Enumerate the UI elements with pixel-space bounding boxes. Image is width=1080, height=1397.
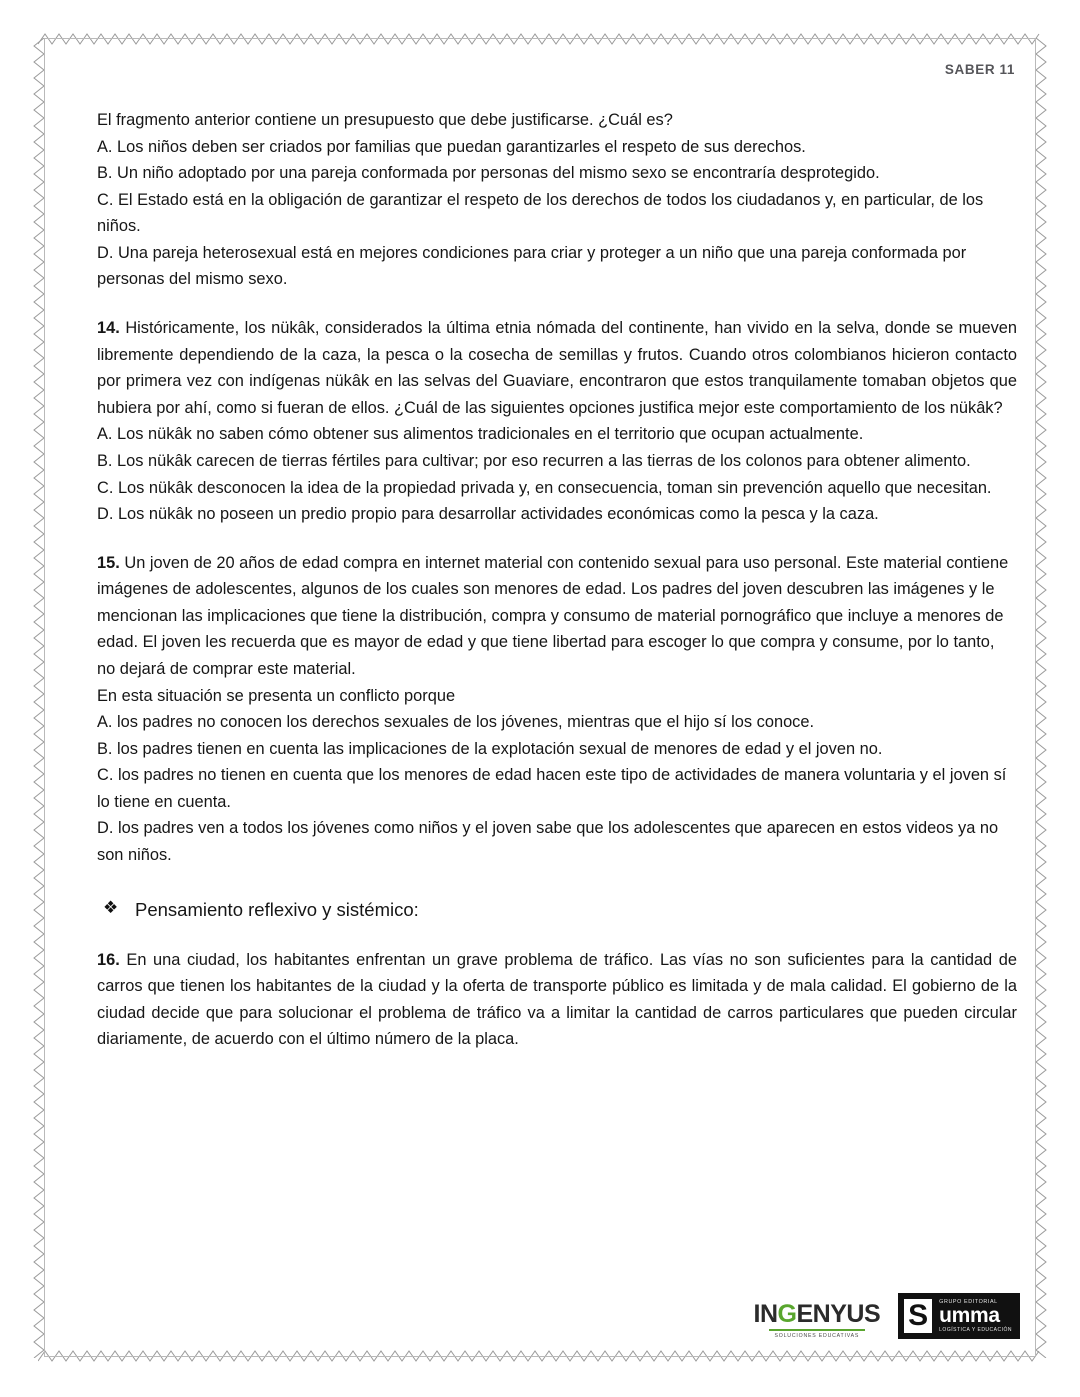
ingenyus-part1: IN <box>753 1299 778 1328</box>
question-13-option-d: D. Una pareja heterosexual está en mejores condiciones para criar y proteger a un niño que una pareja conformada por personas del mismo sexo. <box>97 243 967 289</box>
question-13-prompt: El fragmento anterior contiene un presupuesto que debe justificarse. ¿Cuál es? <box>97 111 673 129</box>
question-13-option-a: A. Los niños deben ser criados por familias que puedan garantizarles el respeto de sus derechos. <box>97 137 806 156</box>
page-header-label: SABER 11 <box>944 62 1015 77</box>
question-16-stem-text: En una ciudad, los habitantes enfrentan un grave problema de tráfico. Las vías no son suficientes para la cantidad de carros que tienen los habitantes de la ciudad y la oferta de transporte público es limitada y de mala calidad. El gobierno de la ciudad decide que para solucionar el problema de tráfico va a limitar la cantidad de carros particulares que pueden circular diariamente, de acuerdo con el último número de la placa. <box>97 950 1017 1049</box>
summa-subtitle: LOGÍSTICA Y EDUCACIÓN <box>939 1327 1012 1333</box>
summa-editorial-label: GRUPO EDITORIAL <box>939 1299 998 1305</box>
question-13-continuation <box>97 107 1017 293</box>
question-15-option-c: C. los padres no tienen en cuenta que los menores de edad hacen este tipo de actividades de manera voluntaria y el joven sí lo tiene en cuenta. <box>97 766 1007 811</box>
question-15-prompt: En esta situación se presenta un conflicto porque <box>97 686 456 705</box>
question-13-option-b: B. Un niño adoptado por una pareja conformada por personas del mismo sexo se encontraría desprotegido. <box>97 164 880 183</box>
question-15-number: 15. <box>97 553 120 572</box>
footer-logos <box>754 1293 1020 1339</box>
ingenyus-tagline: SOLUCIONES EDUCATIVAS <box>774 1332 860 1339</box>
page-content <box>97 62 1017 1075</box>
summa-logo <box>898 1293 1020 1339</box>
question-14-number: 14. <box>97 319 120 338</box>
question-16-stem <box>97 947 1017 1053</box>
ingenyus-wordmark <box>753 1299 881 1328</box>
section-heading <box>97 899 1017 921</box>
question-15-stem <box>97 550 1017 683</box>
question-13-option-c: C. El Estado está en la obligación de garantizar el respeto de los derechos de todos los ciudadanos y, en particular, de los niños. <box>97 190 984 236</box>
ingenyus-rule <box>769 1329 865 1331</box>
question-14 <box>97 315 1017 528</box>
summa-name: umma <box>939 1304 1000 1327</box>
ingenyus-logo <box>753 1299 881 1339</box>
section-heading-text: Pensamiento reflexivo y sistémico: <box>135 898 419 920</box>
question-15 <box>97 550 1017 869</box>
ingenyus-swoosh: G <box>777 1299 797 1328</box>
question-14-option-b: B. Los nükâk carecen de tierras fértiles para cultivar; por eso recurren a las tierras de los colonos para obtener alimento. <box>97 451 971 470</box>
question-15-stem-text: Un joven de 20 años de edad compra en internet material con contenido sexual para uso personal. Este material contiene imágenes de adolescentes, algunos de los cuales son menores de edad. Los padres del joven descubren las imágenes y le mencionan las implicaciones que tiene la distribución, compra y consumo de material pornográfico que incluye a menores de edad. El joven les recuerda que es mayor de edad y que tiene libertad para escoger lo que compra y consume, por lo tanto, no dejará de comprar este material. <box>97 553 1009 678</box>
question-14-stem <box>97 315 1017 421</box>
question-14-stem-text: Históricamente, los nükâk, considerados la última etnia nómada del continente, han vivido en la selva, donde se mueven libremente dependiendo de la caza, la pesca o la cosecha de semillas y frutos. Cuando otros colombianos hicieron contacto por primera vez con indígenas nükâk en las selvas del Guaviare, encontraron que estos tranquilamente tomaban objetos que hubiera por ahí, como si fueran de ellos. ¿Cuál de las siguientes opciones justifica mejor este comportamiento de los nükâk? <box>97 319 1017 417</box>
question-15-option-d: D. los padres ven a todos los jóvenes como niños y el joven sabe que los adolescentes que aparecen en estos videos ya no son niños. <box>97 819 999 865</box>
question-15-option-a: A. los padres no conocen los derechos sexuales de los jóvenes, mientras que el hijo sí los conoce. <box>97 713 815 732</box>
summa-text <box>939 1299 1012 1333</box>
question-14-option-a: A. Los nükâk no saben cómo obtener sus alimentos tradicionales en el territorio que ocupan actualmente. <box>97 425 864 444</box>
question-15-option-b: B. los padres tienen en cuenta las implicaciones de la explotación sexual de menores de edad y el joven no. <box>97 739 883 758</box>
diamond-bullet-icon: ❖ <box>103 897 119 917</box>
question-14-option-d: D. Los nükâk no poseen un predio propio para desarrollar actividades económicas como la pesca y la caza. <box>97 505 879 524</box>
zigzag-border-right <box>1034 38 1048 1358</box>
question-14-option-c: C. Los nükâk desconocen la idea de la propiedad privada y, en consecuencia, toman sin prevención aquello que necesitan. <box>97 478 992 497</box>
question-16-number: 16. <box>97 950 120 969</box>
question-16 <box>97 947 1017 1053</box>
ingenyus-part2: ENY <box>796 1299 847 1328</box>
summa-initial: S <box>904 1299 932 1333</box>
ingenyus-part3: US <box>846 1299 881 1328</box>
